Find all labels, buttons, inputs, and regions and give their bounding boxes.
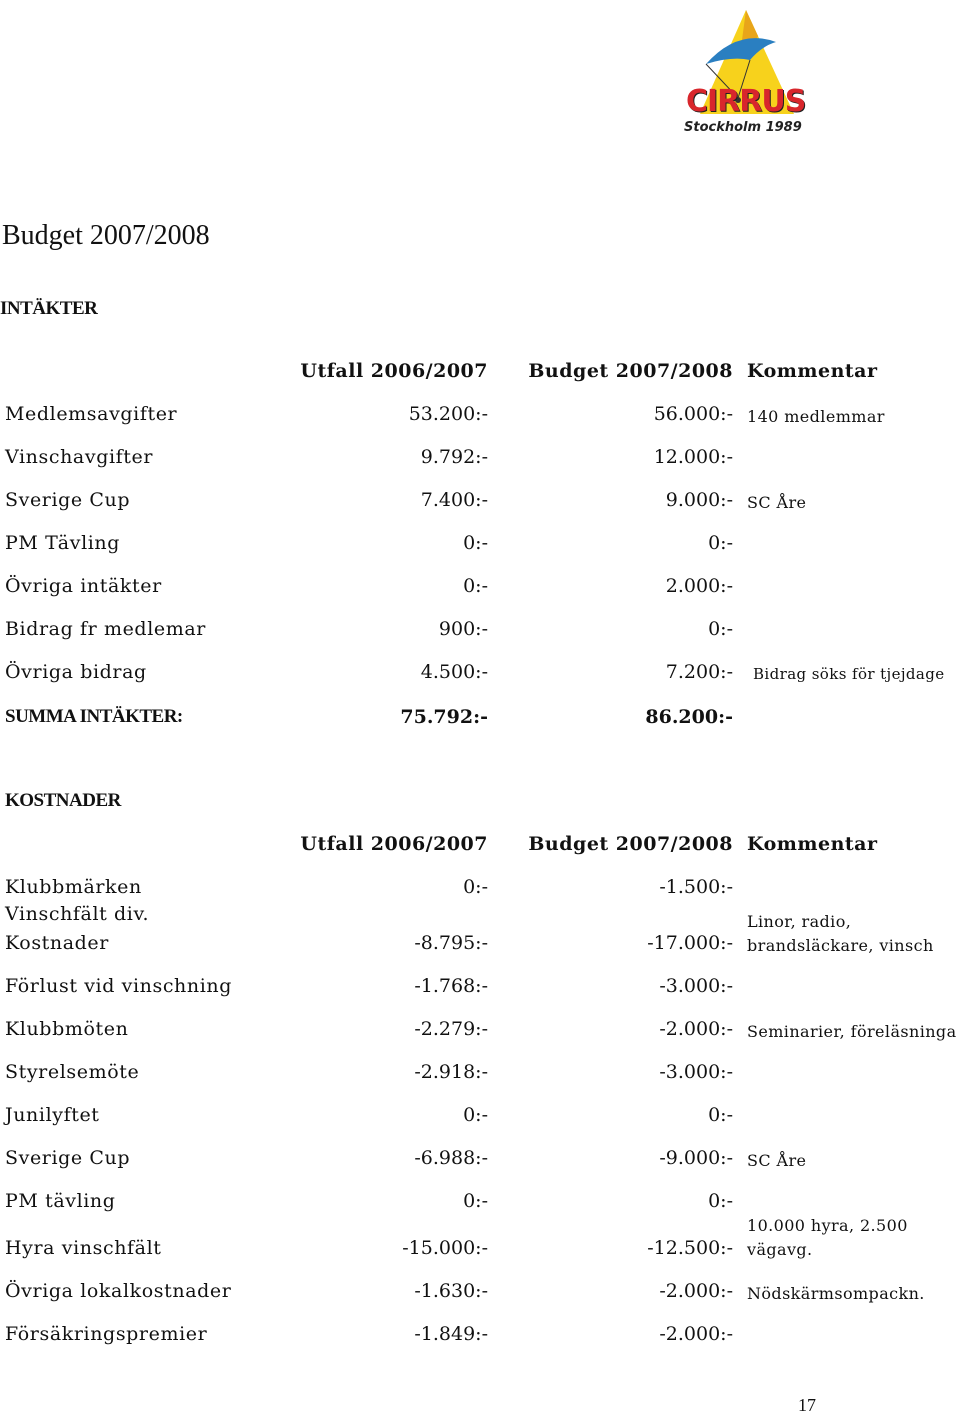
income-col-budget: Budget 2007/2008 — [528, 360, 733, 382]
income-row-actual: 9.792:- — [420, 446, 488, 468]
income-row-budget: 2.000:- — [665, 575, 733, 597]
cost-row-comment: 10.000 hyra, 2.500 — [747, 1216, 908, 1235]
cost-row-comment: Nödskärmsompackn. — [747, 1284, 925, 1303]
income-row-budget: 9.000:- — [665, 489, 733, 511]
costs-heading: KOSTNADER — [5, 790, 121, 811]
cost-row-label: Junilyftet — [5, 1104, 100, 1126]
cost-row-budget: -2.000:- — [659, 1280, 733, 1302]
cost-row-budget: -3.000:- — [659, 1061, 733, 1083]
cost-row-comment: Seminarier, föreläsninga — [747, 1022, 957, 1041]
income-row-label: PM Tävling — [5, 532, 121, 554]
costs-col-budget: Budget 2007/2008 — [528, 833, 733, 855]
income-row-comment: Bidrag söks för tjejdage — [753, 665, 945, 683]
cost-row-actual: -1.849:- — [414, 1323, 488, 1345]
income-row-label: Sverige Cup — [5, 489, 131, 511]
income-row-label: Bidrag fr medlemar — [5, 618, 206, 640]
income-row-actual: 7.400:- — [420, 489, 488, 511]
cost-row-label: Sverige Cup — [5, 1147, 131, 1169]
cost-row-budget: 0:- — [708, 1190, 733, 1212]
cost-row-actual: 0:- — [463, 876, 488, 898]
page-title: Budget 2007/2008 — [2, 220, 210, 251]
cost-row-budget: -1.500:- — [659, 876, 733, 898]
income-row-budget: 0:- — [708, 618, 733, 640]
income-row-actual: 53.200:- — [408, 403, 488, 425]
logo-subtext: Stockholm 1989 — [684, 120, 802, 135]
cost-row-budget: 0:- — [708, 1104, 733, 1126]
income-col-comment: Kommentar — [747, 360, 878, 382]
costs-col-actual: Utfall 2006/2007 — [300, 833, 488, 855]
cost-row-actual: -6.988:- — [414, 1147, 488, 1169]
cost-row-label: Styrelsemöte — [5, 1061, 140, 1083]
cost-row-actual: -1.630:- — [414, 1280, 488, 1302]
income-row-actual: 900:- — [438, 618, 488, 640]
cost-row-label-line2: Kostnader — [5, 932, 109, 954]
income-row-actual: 0:- — [463, 532, 488, 554]
income-total-actual: 75.792:- — [400, 706, 488, 728]
cost-row-actual: -2.918:- — [414, 1061, 488, 1083]
income-total-budget: 86.200:- — [645, 706, 733, 728]
cost-row-label: Försäkringspremier — [5, 1323, 208, 1345]
cost-row-actual: -8.795:- — [414, 932, 488, 954]
cost-row-budget: -9.000:- — [659, 1147, 733, 1169]
cost-row-label: Förlust vid vinschning — [5, 975, 233, 997]
cost-row-budget: -17.000:- — [647, 932, 733, 954]
income-row-budget: 7.200:- — [665, 661, 733, 683]
cost-row-label: Hyra vinschfält — [5, 1237, 162, 1259]
income-row-budget: 56.000:- — [653, 403, 733, 425]
income-row-comment: SC Åre — [747, 493, 807, 512]
page-number: 17 — [798, 1395, 816, 1415]
cost-row-budget: -2.000:- — [659, 1018, 733, 1040]
cost-row-actual: 0:- — [463, 1104, 488, 1126]
cost-row-label: PM tävling — [5, 1190, 116, 1212]
cost-row-actual: -1.768:- — [414, 975, 488, 997]
cirrus-logo — [676, 2, 816, 142]
logo-text: CIRRUS — [686, 84, 806, 119]
income-row-budget: 12.000:- — [653, 446, 733, 468]
income-heading: INTÄKTER — [0, 298, 98, 319]
cost-row-label: Övriga lokalkostnader — [5, 1280, 232, 1302]
income-row-comment: 140 medlemmar — [747, 407, 885, 426]
income-row-label: Medlemsavgifter — [5, 403, 178, 425]
cost-row-budget: -12.500:- — [647, 1237, 733, 1259]
cost-row-budget: -2.000:- — [659, 1323, 733, 1345]
income-row-actual: 0:- — [463, 575, 488, 597]
cost-row-comment: Linor, radio, — [747, 912, 852, 931]
cost-row-budget: -3.000:- — [659, 975, 733, 997]
cost-row-actual: -2.279:- — [414, 1018, 488, 1040]
income-row-actual: 4.500:- — [420, 661, 488, 683]
cost-row-comment-line2: vägavg. — [747, 1240, 813, 1259]
cost-row-label: Vinschfält div. — [5, 903, 150, 925]
income-row-label: Vinschavgifter — [5, 446, 154, 468]
cost-row-label: Klubbmärken — [5, 876, 142, 898]
cost-row-actual: 0:- — [463, 1190, 488, 1212]
cost-row-comment: SC Åre — [747, 1151, 807, 1170]
income-row-budget: 0:- — [708, 532, 733, 554]
income-row-label: Övriga bidrag — [5, 661, 147, 683]
cost-row-label: Klubbmöten — [5, 1018, 129, 1040]
cost-row-comment-line2: brandsläckare, vinsch — [747, 936, 934, 955]
costs-col-comment: Kommentar — [747, 833, 878, 855]
cost-row-actual: -15.000:- — [402, 1237, 488, 1259]
income-col-actual: Utfall 2006/2007 — [300, 360, 488, 382]
income-total-label: SUMMA INTÄKTER: — [5, 706, 183, 727]
income-row-label: Övriga intäkter — [5, 575, 162, 597]
